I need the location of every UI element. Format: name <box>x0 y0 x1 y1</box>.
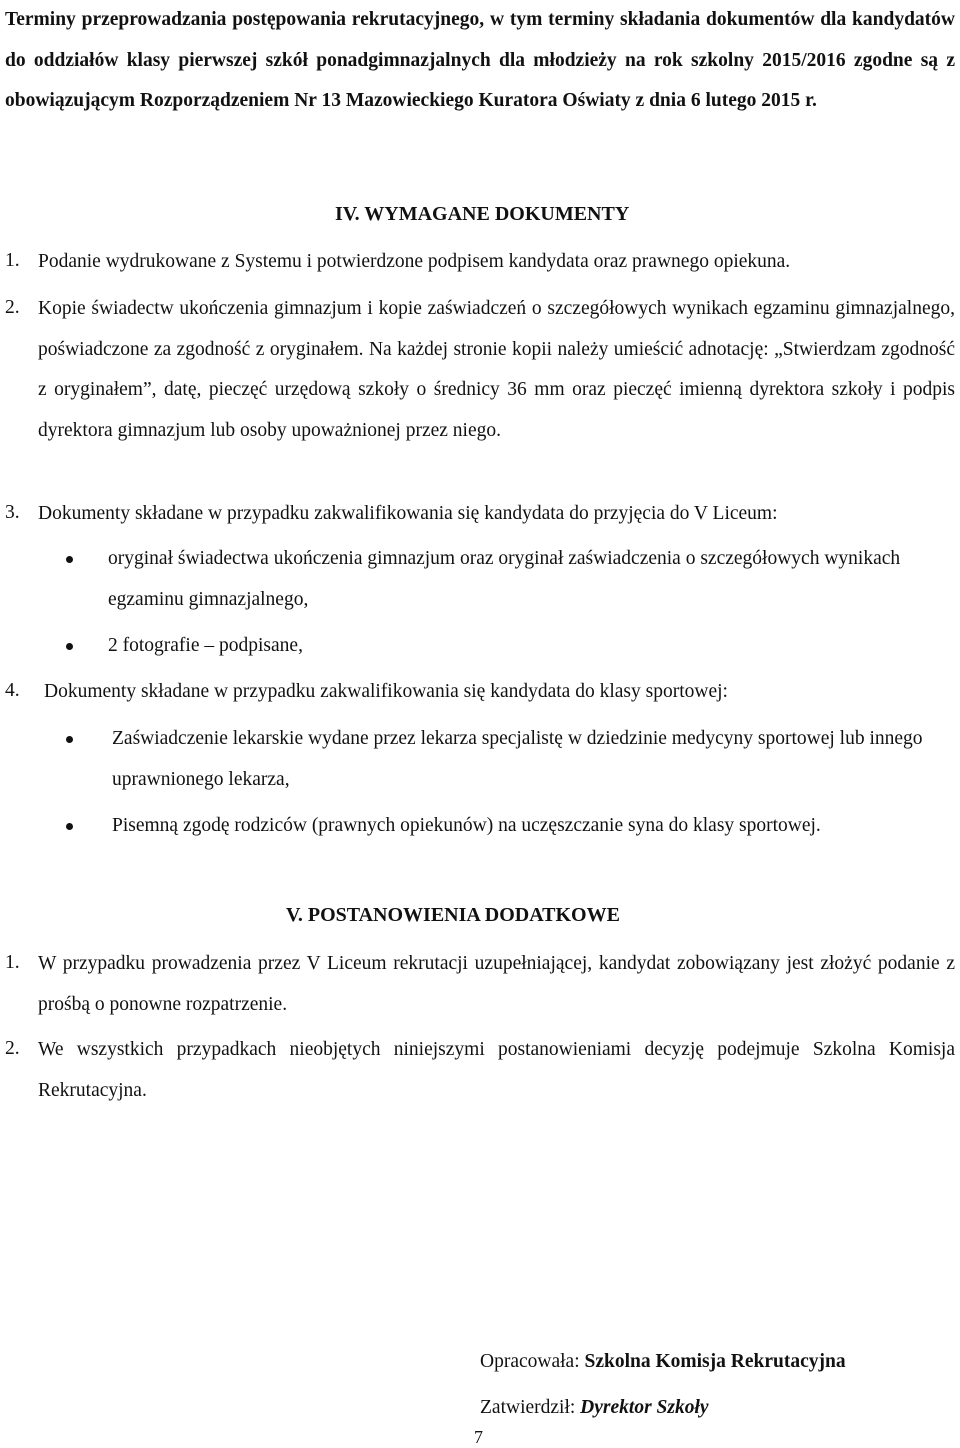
section-v-heading: V. POSTANOWIENIA DODATKOWE <box>286 904 620 926</box>
bullet-icon <box>66 643 73 650</box>
list-item: Zaświadczenie lekarskie wydane przez lekarza specjalistę w dziedzinie medycyny sportowej lub innego uprawnionego lekarza, <box>112 728 923 790</box>
required-doc-1: Podanie wydrukowane z Systemu i potwierdzone podpisem kandydata oraz prawnego opiekuna. <box>38 251 791 272</box>
prepared-by-line <box>480 1351 846 1373</box>
item-number: 1. <box>5 250 20 271</box>
prepared-by-name: Szkolna Komisja Rekrutacyjna <box>584 1351 846 1372</box>
approved-by-label: Zatwierdził: <box>480 1397 576 1418</box>
list-item: 2 fotografie – podpisane, <box>108 635 303 656</box>
required-doc-3: Dokumenty składane w przypadku zakwalifikowania się kandydata do przyjęcia do V Liceum: <box>38 503 778 524</box>
item-number: 1. <box>5 952 20 973</box>
prepared-by-label: Opracowała: <box>480 1351 580 1372</box>
section-iv-heading: IV. WYMAGANE DOKUMENTY <box>335 203 630 225</box>
intro-paragraph: Terminy przeprowadzania postępowania rekrutacyjnego, w tym terminy składania dokumentów dla kandydatów do oddziałów klasy pierwszej szkół ponadgimnazjalnych dla młodzieży na rok szkolny 2015/2016 zgodne są z obowiązującym Rozporządzeniem Nr 13 Mazowieckiego Kuratora Oświaty z dnia 6 lutego 2015 r. <box>5 9 955 111</box>
approved-by-name: Dyrektor Szkoły <box>580 1397 709 1418</box>
item-number: 2. <box>5 297 20 318</box>
page-number: 7 <box>474 1427 483 1447</box>
item-number: 3. <box>5 502 20 523</box>
approved-by-line <box>480 1397 709 1419</box>
bullet-icon <box>66 823 73 830</box>
required-doc-2: Kopie świadectw ukończenia gimnazjum i kopie zaświadczeń o szczegółowych wynikach egzaminu gimnazjalnego, poświadczone za zgodność z oryginałem. Na każdej stronie kopii należy umieścić adnotację: „Stwierdzam zgodność z oryginałem”, datę, pieczęć urzędową szkoły o średnicy 36 mm oraz pieczęć imienną dyrektora szkoły i podpis dyrektora gimnazjum lub osoby upoważnionej przez niego. <box>38 298 955 441</box>
item-number: 4. <box>5 680 20 701</box>
additional-provision-1: W przypadku prowadzenia przez V Liceum rekrutacji uzupełniającej, kandydat zobowiązany jest złożyć podanie z prośbą o ponowne rozpatrzenie. <box>38 953 955 1015</box>
bullet-icon <box>66 556 73 563</box>
bullet-icon <box>66 736 73 743</box>
list-item: oryginał świadectwa ukończenia gimnazjum oraz oryginał zaświadczenia o szczegółowych wynikach egzaminu gimnazjalnego, <box>108 548 901 610</box>
list-item: Pisemną zgodę rodziców (prawnych opiekunów) na uczęszczanie syna do klasy sportowej. <box>112 815 821 836</box>
required-doc-4: Dokumenty składane w przypadku zakwalifikowania się kandydata do klasy sportowej: <box>44 681 728 702</box>
additional-provision-2: We wszystkich przypadkach nieobjętych niniejszymi postanowieniami decyzję podejmuje Szkolna Komisja Rekrutacyjna. <box>38 1039 955 1101</box>
item-number: 2. <box>5 1038 20 1059</box>
